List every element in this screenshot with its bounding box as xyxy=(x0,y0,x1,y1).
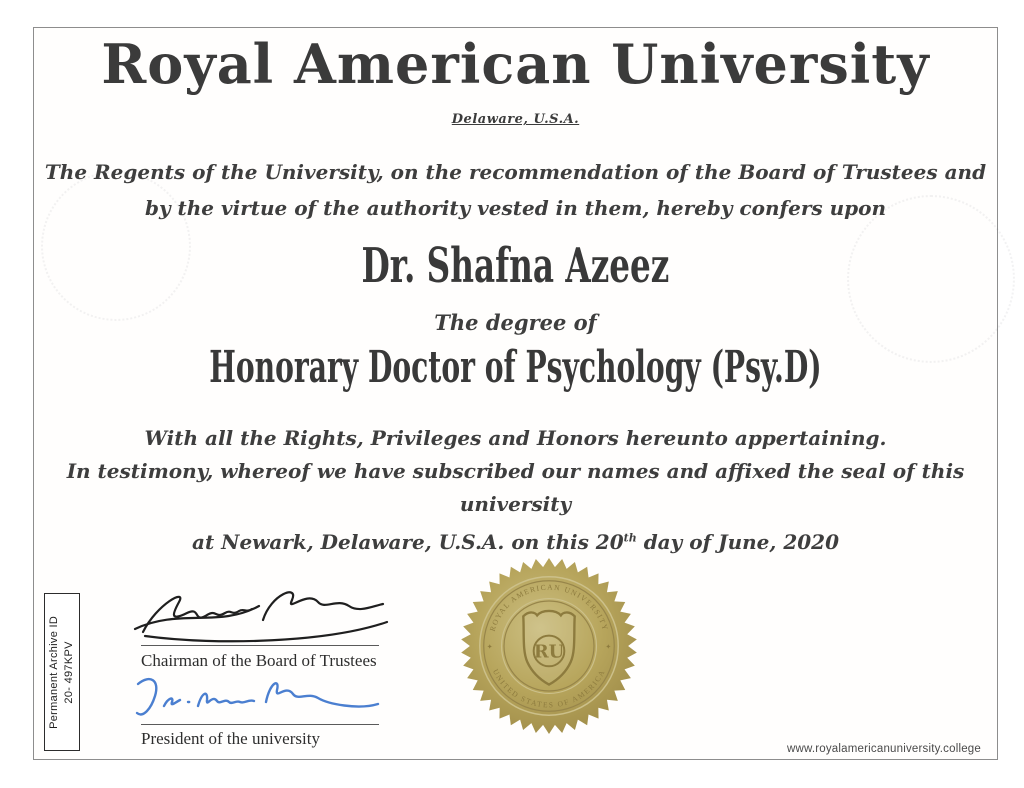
seal-left-star-icon: ✦ xyxy=(486,643,493,651)
university-gold-seal xyxy=(460,557,638,735)
testimony-line-1: With all the Rights, Privileges and Honors hereunto appertaining. xyxy=(144,426,887,450)
recipient-name-row xyxy=(34,238,997,294)
testimony-text xyxy=(34,422,997,559)
seal-arc-bottom-text: UNITED STATES OF AMERICA xyxy=(490,667,608,710)
degree-intro: The degree of xyxy=(434,310,597,335)
seal-right-star-icon: ✦ xyxy=(605,643,612,651)
chairman-signature-strokes xyxy=(135,592,387,641)
preamble-line-1: The Regents of the University, on the recommendation of the Board of Trustees and xyxy=(44,160,987,184)
testimony-line-3: at Newark, Delaware, U.S.A. on this 20th day of June, 2020 xyxy=(192,529,839,554)
president-signature-line xyxy=(141,724,379,725)
archive-id-value: 20- 497KPV xyxy=(63,640,75,704)
archive-id-text xyxy=(47,616,78,729)
president-title-label: President of the university xyxy=(141,729,320,748)
testimony-line-2: In testimony, whereof we have subscribed our names and affixed the seal of this university xyxy=(66,459,965,516)
website-url: www.royalamericanuniversity.college xyxy=(786,743,981,755)
university-name: Royal American University xyxy=(101,32,930,96)
degree-title: Honorary Doctor of Psychology (Psy.D) xyxy=(209,342,822,393)
date-ordinal-superscript: th xyxy=(623,531,637,544)
president-signature-strokes xyxy=(137,679,378,714)
chairman-signature-ink xyxy=(129,582,397,646)
recipient-name: Dr. Shafna Azeez xyxy=(361,238,670,294)
preamble-text xyxy=(34,154,997,226)
chairman-title-label: Chairman of the Board of Trustees xyxy=(141,651,377,670)
archive-id-label: Permanent Archive ID xyxy=(47,615,60,729)
seal-monogram: RU xyxy=(533,641,565,663)
location-line: Delaware, U.S.A. xyxy=(451,112,580,127)
certificate-border xyxy=(33,27,998,760)
chairman-signature-line xyxy=(141,645,379,646)
preamble-line-2: by the virtue of the authority vested in them, hereby confers upon xyxy=(144,196,887,220)
degree-title-row xyxy=(34,342,997,393)
archive-id-box xyxy=(44,593,80,751)
president-signature-ink xyxy=(126,672,386,726)
seal-arc-top-text: ROYAL AMERICAN UNIVERSITY xyxy=(487,582,611,633)
